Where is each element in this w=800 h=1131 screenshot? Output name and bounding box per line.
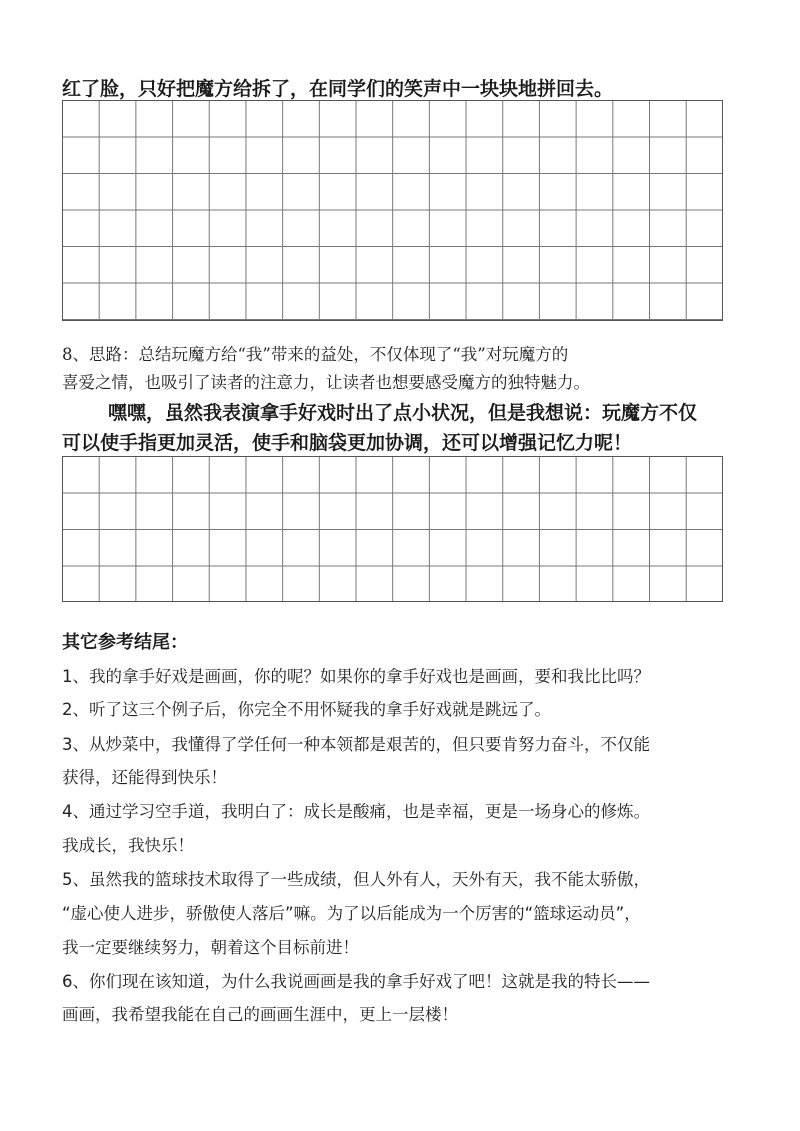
ending-line: 我成长，我快乐！ <box>62 836 194 855</box>
ending-line: 获得，还能得到快乐！ <box>62 768 227 787</box>
ending-line: 我一定要继续努力，朝着这个目标前进！ <box>62 938 359 957</box>
example-line-1: 嘿嘿，虽然我表演拿手好戏时出了点小状况，但是我想说：玩魔方不仅 <box>108 402 698 424</box>
endings-heading: 其它参考结尾： <box>62 632 188 653</box>
ending-line: 画画，我希望我能在自己的画画生涯中，更上一层楼！ <box>62 1005 458 1024</box>
ending-line: 1、我的拿手好戏是画画，你的呢？如果你的拿手好戏也是画画，要和我比比吗？ <box>62 667 650 686</box>
ending-line: “虚心使人进步，骄傲使人落后”嘛。为了以后能成为一个厉害的“篮球运动员”， <box>62 904 641 923</box>
ending-line: 2、听了这三个例子后，你完全不用怀疑我的拿手好戏就是跳远了。 <box>62 700 551 719</box>
writing-grid[interactable] <box>62 100 723 321</box>
note-8-line-1: 8、思路：总结玩魔方给“我”带来的益处，不仅体现了“我”对玩魔方的 <box>62 345 569 364</box>
note-8-line-2: 喜爱之情，也吸引了读者的注意力，让读者也想要感受魔方的独特魅力。 <box>62 373 590 392</box>
ending-line: 6、你们现在该知道，为什么我说画画是我的拿手好戏了吧！这就是我的特长—— <box>62 972 650 991</box>
ending-line: 5、虽然我的篮球技术取得了一些成绩，但人外有人，天外有天，我不能太骄傲， <box>62 870 650 889</box>
writing-grid[interactable] <box>62 456 723 602</box>
example-line-2: 可以使手指更加灵活，使手和脑袋更加协调，还可以增强记忆力呢！ <box>62 432 633 454</box>
continuation-text: 红了脸，只好把魔方给拆了，在同学们的笑声中一块块地拼回去。 <box>62 78 614 100</box>
ending-line: 3、从炒菜中，我懂得了学任何一种本领都是艰苦的，但只要肯努力奋斗，不仅能 <box>62 735 650 754</box>
ending-line: 4、通过学习空手道，我明白了：成长是酸痛，也是幸福，更是一场身心的修炼。 <box>62 802 650 821</box>
